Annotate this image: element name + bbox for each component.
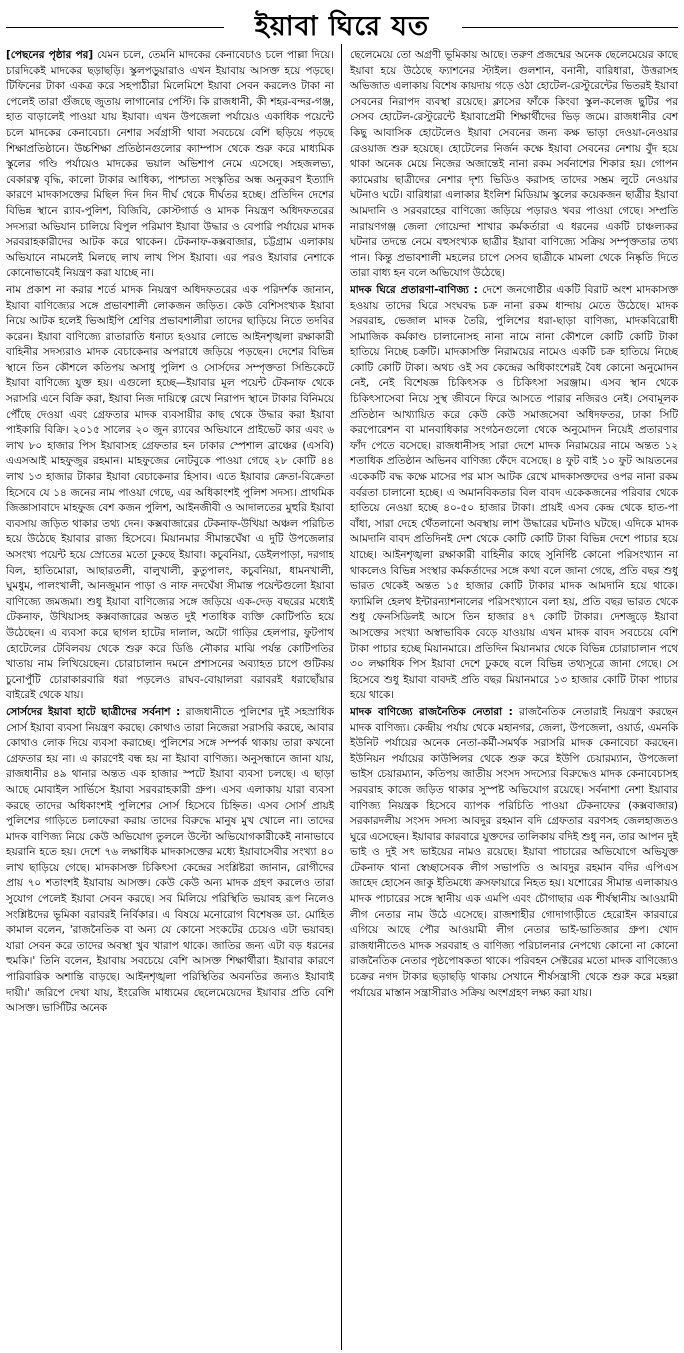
article-column-right	[350, 48, 678, 1348]
paragraph	[6, 705, 334, 1017]
headline-container	[0, 6, 684, 50]
paragraph	[6, 283, 334, 704]
column-divider	[341, 44, 342, 1350]
subheading-political-leaders: মাদক বাণিজ্যে রাজনৈতিক নেতারা :	[350, 705, 513, 718]
paragraph-body: যেমন চলে, তেমনি মাদকের কেনাবেচাও চলে পাল্লা দিয়ে। চারদিকেই মাদকের ছড়াছড়ি। স্কুলপড়ুয়ারাও এখন ইয়াবায় আসক্ত হয়ে পড়ছে। টিফিনের টাকা একত্র করে সহপাঠীরা মিলেমিশে ইয়াবা সেবন করলেও টাকা না পেলেই তারা গুঁজছে জুতায় লাগানোর পেস্টি। কি রাজধানী, কী শহর-বন্দর-গঞ্জ, হাত বাড়ালেই পাওয়া যায় ইয়াবা। এখন উপজেলা পর্যায়েও একাধিক পয়েন্টে চলে মাদকের কেনাবেচা। নেশার সর্বগ্রাসী থাবা সবচেয়ে বেশি ছড়িয়ে পড়ছে শিক্ষাপ্রতিষ্ঠানে। উচ্চশিক্ষা প্রতিষ্ঠানগুলোর ক্যাম্পাস থেকে শুরু করে মাধ্যমিক স্কুলের গণ্ডি পর্যায়েও মাদকের ভয়াল অভিশাপ নেমে এসেছে। সহজলভ্য, বেকারত্ব বৃদ্ধি, কালো টাকার আধিক্য, পাশ্চাত্য সংস্কৃতির অন্ধ অনুকরণ ইত্যাদি কারণে মাদকাসক্তের মিছিল দিন দিন দীর্ঘ থেকে দীর্ঘতর হচ্ছে। প্রতিদিন দেশের বিভিন্ন স্থানে র‌্যাব-পুলিশ, বিজিবি, কোস্টগার্ড ও মাদক নিয়ন্ত্রণ অধিদফতরের সদস্যরা অভিযান চালিয়ে বিপুল পরিমাণ ইয়াবা উদ্ধার ও বেপারি পর্যায়ের মাদক সরবরাহকারীদের আটক করে থাকেন। টেকনাফ-কক্সবাজার, চট্টগ্রাম এলাকায় অভিযানে নামলেই মিলছে লাখ লাখ পিস ইয়াবা। এর পরও ইয়াবার নেশাকে কোনোভাবেই নিয়ন্ত্রণ করা যাচ্ছে না।	[6, 49, 334, 280]
paragraph-body: রাজধানীতে পুলিশের দুই সহস্রাধিক সোর্স ইয়াবা ব্যবসা নিয়ন্ত্রণ করছে। কোথাও তারা নিজেরা সরাসরি করছে, আবার কোথাও লোক দিয়ে ব্যবসা করাচ্ছে। পুলিশের সঙ্গে সম্পর্ক থাকায় তারা কখনো গ্রেফতার হয় না। এ কারণেই বন্ধ হয় না ইয়াবা বাণিজ্য। অনুসন্ধানে জানা যায়, রাজধানীর ৪৯ থানার অন্তত এক হাজার স্পটে ইয়াবা ব্যবসা চলছে। এ ছাড়া আছে মোবাইল সার্ভিসে ইয়াবা সরবরাহকারী গ্রুপ। এসব এলাকায় যারা ব্যবসা করছে তাদের অধিকাংশই পুলিশের সোর্স হিসেবে চিহ্নিত। এসব সোর্স প্রায়ই পুলিশের গাড়িতে চলাফেরা করায় তাদের বিরুদ্ধে মানুষ মুখ খোলে না। তাদের মাদক বাণিজ্য নিয়ে কেউ অভিযোগ তুললে উল্টো অভিযোগকারীকেই নানাভাবে হয়রানি হতে হয়। দেশে ৭৬ লক্ষাধিক মাদকাসক্তের মধ্যে ইয়াবাসেবীর সংখ্যা ৪০ লাখ ছাড়িয়ে গেছে। মাদকাসক্ত চিকিৎসা কেন্দ্রের সংশ্লিষ্টরা জানান, রোগীদের প্রায় ৭০ শতাংশই ইয়াবায় আসক্ত। কেউ কেউ অন্য মাদক গ্রহণ করলেও তারা সুযোগ পেলেই ইয়াবা সেবন করছে। সব মিলিয়ে পরিস্থিতি ভয়াবহ রূপ নিলেও সংশ্লিষ্টদের ভূমিকা বরাবরই নির্বিকার। এ বিষয়ে মনোরোগ বিশেষজ্ঞ ডা. মোহিত কামাল বলেন, 'রাজনৈতিক বা অন্য যে কোনো সংকটের চেয়েও এটা ভয়াবহ। যারা সেবন করে তাদের অবস্থা খুব খারাপ থাকে। জাতির জন্য এটা বড় ধরনের হুমকি।' তিনি বলেন, ইয়াবায় সবচেয়ে বেশি আসক্ত শিক্ষার্থীরা। ইয়াবার কারণে পারিবারিক অশান্তি বাড়ছে। আইনশৃঙ্খলা পরিস্থিতির অবনতির জন্যও ইয়াবাই দায়ী।' জরিপে দেখা যায়, ইংরেজি মাধ্যমের ছেলেমেয়েদের ইয়াবার প্রতি বেশি আসক্ত। ভার্সিটির অনেক	[6, 705, 334, 1015]
paragraph-body: নাম প্রকাশ না করার শর্তে মাদক নিয়ন্ত্রণ অধিদফতরের এক পরিদর্শক জানান, ইয়াবা বাণিজ্যের সঙ্গে প্রভাবশালী লোকজন জড়িত। কেউ বেশিসংখ্যক ইয়াবা নিয়ে আটক হলেই ভিআইপি শ্রেণির প্রভাবশালীরা তাদের ছাড়িয়ে নিতে তদবির করেন। ইয়াবা বাণিজ্যে রাতারাতি ধনাঢ্য হওয়ার লোভে আইনশৃঙ্খলা রক্ষাকারী বাহিনীর সদস্যরাও মাদক বেচাকেনার অপরাধে জড়িয়ে পড়ছেন। দেশের বিভিন্ন স্থানে তিন কৌশলে কতিপয় অসাধু পুলিশ ও সোর্সদের সম্পৃক্ততা সিন্ডিকেটে ইয়াবা বাণিজ্যে যুক্ত হয়। এগুলো হচ্ছে—ইয়াবার মূল পয়েন্ট টেকনাফ থেকে সরাসরি এনে বিক্রি করা, ইয়াবা নিজ দায়িত্বে রেখে নিরাপদ স্থানে টাকার বিনিময়ে পৌঁছে দেওয়া এবং গ্রেফতার মাদক ব্যবসায়ীর কাছ থেকে উদ্ধার করা ইয়াবা পাইকারি বিক্রি। ২০১৫ সালের ২০ জুন র‌্যাবের অভিযানে প্রাইভেট কার এবং ৬ লাখ ৮০ হাজার পিস ইয়াবাসহ গ্রেফতার হন ঢাকার স্পেশাল ব্রাঞ্চের (এসবি) এএসআই মাহফুজুর রহমান। মাহফুজের নোটবুকে পাওয়া গেছে ২৮ কোটি ৪৪ লাখ ১৩ হাজার টাকার ইয়াবা বেচাকেনার হিসাব। এতে ইয়াবার ক্রেতা-বিক্রেতা হিসেবে যে ১৪ জনের নাম পাওয়া গেছে, এর অধিকাংশই পুলিশ সদস্য। প্রাথমিক জিজ্ঞাসাবাদে মাহফুজ বেশ কজন পুলিশ, আইনজীবী ও আদালতের মুহুরি ইয়াবা ব্যবসায় জড়িত থাকার তথ্য দেন। কক্সবাজারের টেকনাফ-উখিয়া অঞ্চল পরিচিত হয়ে উঠেছে ইয়াবার রাজ্য হিসেবে। মিয়ানমার সীমান্তঘেঁষা এ দুটি উপজেলার অসংখ্য পয়েন্ট হয়ে স্রোতের মতো ঢুকছে ইয়াবা। কচুবনিয়া, ডেইলপাড়া, দরগাহ বিল, হাতিমোরা, আছারতলী, বালুখালী, কুতুপালং, কচুবনিয়া, ধামনখালী, ঘুমধুম, পালংখালী, আনজুমান পাড়া ও নাফ নদঘেঁষা সীমান্ত পয়েন্টগুলো ইয়াবা বাণিজ্যে জমজমা। শুধু ইয়াবা বাণিজ্যের সঙ্গে জড়িয়ে এক-দেড় বছরের মধ্যেই টেকনাফ, উখিয়াসহ কক্সবাজারের অন্তত দুই শতাধিক ব্যক্তি কোটিপতি হয়ে উঠেছেন। এ ব্যবসা করে ছাগল হাটের দালাল, অটো গাড়ির হেলপার, ফুটপাথ হোটেলের টেবিলবয় থেকে শুরু করে ডিঙি নৌকার মাঝি পর্যন্ত কোটিপতির খাতায় নাম লিখিয়েছেন। চোরাচালান দমনে প্রশাসনের অব্যাহত চাপে গুটিকয় চুনোপুঁটি চোরাকারবারি ধরা পড়লেও রাঘব-বোয়ালরা বরাবরই ধরাছোঁয়ার বাইরেই থেকে যায়।	[6, 283, 334, 702]
paragraph-body: দেশে জনগোষ্ঠীর একটি বিরাট অংশ মাদকাসক্ত হওয়ায় তাদের ঘিরে সংঘবদ্ধ চক্র নানা রকম ধান্দায় মেতে উঠেছে। মাদক সরবরাহ, ভেজাল মাদক তৈরি, পুলিশের ধরা-ছাড়া বাণিজ্য, মাদকবিরোধী সামাজিক কর্মকাণ্ড চালানোসহ নানা নামে নানা কৌশলে কোটি কোটি টাকা হাতিয়ে নিচ্ছে চক্রটি। মাদকাসক্তি নিরাময়ের নামেও একটি চক্র হাতিয়ে নিচ্ছে কোটি কোটি টাকা। অথচ ওই সব কেন্দ্রের অধিকাংশেরই বৈধ কোনো অনুমোদন নেই, নেই বিশেষজ্ঞ চিকিৎসক ও চিকিৎসা সরঞ্জাম। এসব স্থান থেকে চিকিৎসাসেবা নিয়ে সুস্থ জীবনে ফিরে আসতে পারার নজিরও নেই। সেবামূলক প্রতিষ্ঠান আখ্যায়িত করে কেউ কেউ সমাজসেবা অধিদফতর, ঢাকা সিটি করপোরেশন বা মানবাধিকার সংগঠনগুলো থেকে অনুমোদন নিয়েই প্রতারণার ফাঁদ পেতে বসেছে। রাজধানীসহ সারা দেশে মাদক নিরাময়ের নামে অন্তত ১২ শতাধিক প্রতিষ্ঠান অভিনব বাণিজ্য ফেঁদে বসেছে। ৪ ফুট বাই ১০ ফুট আয়তনের একেকটি বদ্ধ কক্ষে মাসের পর মাস আটক রেখে মাদকাসক্তদের ওপর নানা রকম বর্বরতা চালানো হচ্ছে। এ অমানবিকতার বিল বাবদ একেকজনের পরিবার থেকে হাতিয়ে নেওয়া হচ্ছে ৪০-৫০ হাজার টাকা। প্রায়ই এসব কেন্দ্র থেকে হাত-পা বাঁধা, সারা দেহে থেঁতলানো অবস্থায় লাশ উদ্ধারের ঘটনাও ঘটছে। এদিকে মাদক আমদানি বাবদ প্রতিদিনই দেশ থেকে কোটি কোটি টাকা বিভিন্ন দেশে পাচার হয়ে যাচ্ছে। আইনশৃঙ্খলা রক্ষাকারী বাহিনীর কাছে সুনির্দিষ্ট কোনো পরিসংখ্যান না থাকলেও বিভিন্ন সংস্থার কর্মকর্তাদের সঙ্গে কথা বলে জানা গেছে, প্রতি বছর শুধু ভারত থেকেই অন্তত ১৫ হাজার কোটি টাকার মাদক আমদানি হয়ে থাকে। ফ্যামিলি হেলথ ইন্টারন্যাশনালের পরিসংখ্যানে বলা হয়, প্রতি বছর ভারত থেকে শুধু ফেনসিডিলই আসে তিন হাজার ৪৭ কোটি টাকার। দেশজুড়ে ইয়াবা আসক্তের সংখ্যা অস্বাভাবিক বেড়ে যাওয়ায় এখন মাদক বাবদ সবচেয়ে বেশি টাকা পাচার হচ্ছে মিয়ানমারে। প্রতিদিন মিয়ানমার থেকে বিভিন্ন চোরাচালান পথে ৩০ লক্ষাধিক পিস ইয়াবা দেশে ঢুকছে বলে বিভিন্ন তথ্যসূত্রে জানা গেছে। সে হিসেবে শুধু ইয়াবা বাবদই প্রতি বছর মিয়ানমারে ১৩ হাজার কোটি টাকা পাচার হয়ে থাকে।	[350, 283, 678, 702]
paragraph	[6, 48, 334, 282]
headline: ইয়াবা ঘিরে যত	[245, 6, 439, 51]
paragraph	[350, 48, 678, 282]
paragraph	[350, 705, 678, 1001]
article-column-left	[6, 48, 334, 1348]
paragraph-body: ছেলেমেয়ে তো অগ্রণী ভূমিকায় আছে। তরুণ প্রজন্মের অনেক ছেলেমেয়ের কাছে ইয়াবা হয়ে উঠেছে ফ্যাশনের স্টাইল। গুলশান, বনানী, বারিধারা, উত্তরাসহ অভিজাত এলাকায় বিশেষ কায়দায় গড়ে ওঠা হোটেল-রেস্টুরেন্টের ভিতরই ইয়াবা সেবনের নিরাপদ ব্যবস্থা রয়েছে। ক্লাসের ফাঁকে কিংবা স্কুল-কলেজ ছুটির পর সেসব হোটেল-রেস্টুরেন্টে ইয়াবাপ্রেমী শিক্ষার্থীদের ভিড় জমে। রাজধানীর বেশ কিছু আবাসিক হোটেলেও ইয়াবা সেবনের জন্য কক্ষ ভাড়া দেওয়া-নেওয়ার রেওয়াজ শুরু হয়েছে। হোটেলের নির্জন কক্ষে ইয়াবা সেবনের নেশায় বুঁদ হয়ে থাকা অনেক মেয়ে নিজের অজান্তেই নানা রকম সর্বনাশের শিকার হয়। গোপন ক্যামেরায় ছাত্রীদের নেশার দৃশ্য ভিডিও করাসহ তাদের সম্ভ্রম লুটে নেওয়ার ঘটনাও ঘটে। বারিধারা এলাকার ইংলিশ মিডিয়াম স্কুলের কয়েকজন ছাত্রীর ইয়াবা আমদানি ও সরবরাহের বাণিজ্যে জড়িয়ে পড়ারও খবর পাওয়া গেছে। সম্প্রতি নারায়ণগঞ্জ জেলা গোয়েন্দা শাখার কর্মকর্তারা এ ধরনের একটি চাঞ্চল্যকর ঘটনার তদন্তে নেমে বহুসংখ্যক ছাত্রীর ইয়াবা বাণিজ্যে সক্রিয় সম্পৃক্ততার তথ্য পান। কিন্তু প্রভাবশালী মহলের চাপে সেসব ছাত্রীকে মামলা থেকে নিষ্কৃতি দিতে তারা বাধ্য হন বলে অভিযোগ উঠেছে।	[350, 49, 678, 280]
paragraph-body: রাজনৈতিক নেতারাই নিয়ন্ত্রণ করছেন মাদক বাণিজ্য। কেন্দ্রীয় পর্যায় থেকে মহানগর, জেলা, উপজেলা, ওয়ার্ড, এমনকি ইউনিট পর্যায়ের অনেক নেতা-কর্মী-সমর্থক সরাসরি মাদক কেনাবেচা করছেন। ইউনিয়ন পর্যায়ের কাউন্সিলর থেকে শুরু করে ইউপি চেয়ারম্যান, উপজেলা ভাইস চেয়ারম্যান, কতিপয় জাতীয় সংসদ সদস্যের বিরুদ্ধেও মাদক কেনাবেচাসহ সরবরাহ কাজে জড়িত থাকার সুস্পষ্ট অভিযোগ রয়েছে। সর্বনাশা নেশা ইয়াবার বাণিজ্য নিয়ন্ত্রক হিসেবে ব্যাপক পরিচিতি পাওয়া টেকনাফের (কক্সবাজার) সরকারদলীয় সংসদ সদস্য আবদুর রহমান বদি গ্রেফতার বরণসহ জেলহাজতও ঘুরে এসেছেন। ইয়াবার কারবারে যুক্তদের তালিকায় বদিই শুধু নন, তার আপন দুই ভাই ও দুই সৎ ভাইয়ের নামও রয়েছে। ইয়াবা পাচারের অভিযোগে অভিযুক্ত টেকনাফ থানা স্বেচ্ছাসেবক লীগ সভাপতি ও আবদুর রহমান বদির এপিএস জাহেদ হোসেন জাকু ইতিমধ্যে ক্রসফায়ারে নিহত হয়। যশোরের সীমান্ত এলাকায়ও মাদক পাচারের সঙ্গে স্থানীয় এক এমপি এবং চৌগাছার এক শীর্ষস্থানীয় আওয়ামী লীগ নেতার নাম উঠে এসেছে। রাজশাহীর গোদাগাড়ীতে হেরোইন কারবারে এগিয়ে আছে পৌর আওয়ামী লীগ নেতার ভাই-ভাতিজার গ্রুপ। খোদ রাজধানীতেও মাদক সরবরাহ ও বাণিজ্য পরিচালনার নেপথ্যে কোনো না কোনো রাজনৈতিক নেতার পৃষ্ঠপোষকতা থাকে। পরিবহন সেক্টরের মতো মাদক বাণিজ্যেও চক্রের নগদ টাকার ছড়াছড়ি থাকায় সেখানে শীর্ষসন্ত্রাসী থেকে শুরু করে মহল্লা পর্যায়ের মাস্তান সন্ত্রাসীরাও সক্রিয় অংশগ্রহণ লক্ষ্য করা যায়।	[350, 705, 678, 999]
paragraph-lead: [পেছনের পৃষ্ঠার পর]	[6, 49, 94, 61]
paragraph	[350, 283, 678, 704]
subheading-sources-students: সোর্সদের ইয়াবা হাটে ছাত্রীদের সর্বনাশ :	[6, 705, 181, 718]
subheading-fraud-business: মাদক ঘিরে প্রতারণা-বাণিজ্য :	[350, 283, 478, 296]
